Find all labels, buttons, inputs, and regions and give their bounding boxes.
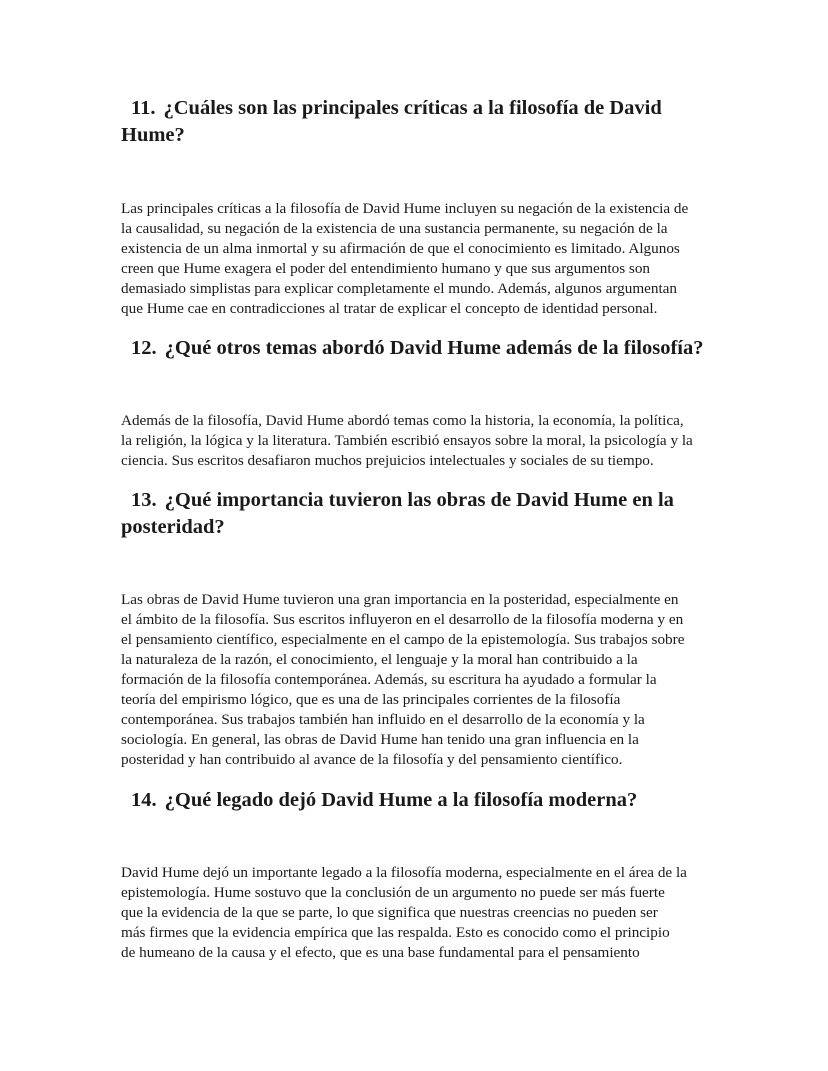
body-line: sociología. En general, las obras de David Hume han tenido una gran influencia en la bbox=[121, 731, 639, 748]
body-line: más firmes que la evidencia empírica que las respalda. Esto es conocido como el principio bbox=[121, 924, 670, 941]
heading-line bbox=[121, 335, 721, 362]
section-body bbox=[121, 863, 687, 963]
heading-number: 14. bbox=[131, 789, 157, 811]
heading-line bbox=[121, 122, 721, 149]
section-heading bbox=[121, 95, 721, 149]
heading-line bbox=[121, 787, 721, 814]
body-line: la naturaleza de la razón, el conocimiento, el lenguaje y la moral han contribuido a la bbox=[121, 651, 638, 668]
body-line: posteridad y han contribuido al avance de la filosofía y del pensamiento científico. bbox=[121, 751, 623, 768]
section-14 bbox=[121, 787, 721, 961]
body-line: ciencia. Sus escritos desafiaron muchos prejuicios intelectuales y sociales de su tiempo. bbox=[121, 452, 654, 469]
section-body bbox=[121, 590, 684, 770]
body-line: demasiado simplistas para explicar completamente el mundo. Además, algunos argumentan bbox=[121, 280, 678, 297]
section-body bbox=[121, 411, 693, 471]
body-line: el ámbito de la filosofía. Sus escritos influyeron en el desarrollo de la filosofía moderna y en bbox=[121, 611, 684, 628]
section-heading bbox=[121, 787, 721, 814]
body-line: epistemología. Hume sostuvo que la conclusión de un argumento no puede ser más fuerte bbox=[121, 884, 665, 901]
section-heading bbox=[121, 487, 721, 541]
heading-text: ¿Cuáles son las principales críticas a la filosofía de David bbox=[163, 97, 662, 119]
section-12 bbox=[121, 335, 721, 469]
body-line: que Hume cae en contradicciones al tratar de explicar el concepto de identidad personal. bbox=[121, 300, 658, 317]
body-line: el pensamiento científico, especialmente en el campo de la epistemología. Sus trabajos sobre bbox=[121, 631, 685, 648]
heading-line bbox=[121, 487, 721, 514]
heading-line bbox=[121, 514, 721, 541]
section-13 bbox=[121, 487, 721, 768]
heading-text: Hume? bbox=[121, 124, 185, 146]
body-line: Las principales críticas a la filosofía de David Hume incluyen su negación de la existencia de bbox=[121, 200, 689, 217]
heading-text: ¿Qué legado dejó David Hume a la filosofía moderna? bbox=[164, 789, 638, 811]
heading-number: 13. bbox=[131, 489, 157, 511]
body-line: David Hume dejó un importante legado a la filosofía moderna, especialmente en el área de la bbox=[121, 864, 687, 881]
body-line: formación de la filosofía contemporánea. Además, su escritura ha ayudado a formular la bbox=[121, 671, 657, 688]
body-line: existencia de un alma inmortal y su afirmación de que el conocimiento es limitado. Algunos bbox=[121, 240, 680, 257]
heading-text: ¿Qué otros temas abordó David Hume además de la filosofía? bbox=[164, 337, 704, 359]
body-line: la causalidad, su negación de la existencia de una sustancia permanente, su negación de la bbox=[121, 220, 668, 237]
body-line: creen que Hume exagera el poder del entendimiento humano y que sus argumentos son bbox=[121, 260, 651, 277]
section-11 bbox=[121, 95, 721, 317]
section-heading bbox=[121, 335, 721, 362]
body-line: teoría del empirismo lógico, que es una de las principales corrientes de la filosofía bbox=[121, 691, 621, 708]
body-line: Además de la filosofía, David Hume abordó temas como la historia, la economía, la política, bbox=[121, 412, 684, 429]
body-line: que la evidencia de la que se parte, lo que significa que nuestras creencias no pueden ser bbox=[121, 904, 658, 921]
section-body bbox=[121, 199, 688, 319]
body-line: contemporánea. Sus trabajos también han influido en el desarrollo de la economía y la bbox=[121, 711, 645, 728]
body-line: la religión, la lógica y la literatura. También escribió ensayos sobre la moral, la psicología y la bbox=[121, 432, 693, 449]
body-line: Las obras de David Hume tuvieron una gran importancia en la posteridad, especialmente en bbox=[121, 591, 679, 608]
heading-number: 11. bbox=[131, 97, 156, 119]
heading-text: ¿Qué importancia tuvieron las obras de David Hume en la bbox=[164, 489, 674, 511]
heading-number: 12. bbox=[131, 337, 157, 359]
heading-text: posteridad? bbox=[121, 516, 225, 538]
body-line: de humeano de la causa y el efecto, que es una base fundamental para el pensamiento bbox=[121, 944, 640, 961]
heading-line bbox=[121, 95, 721, 122]
